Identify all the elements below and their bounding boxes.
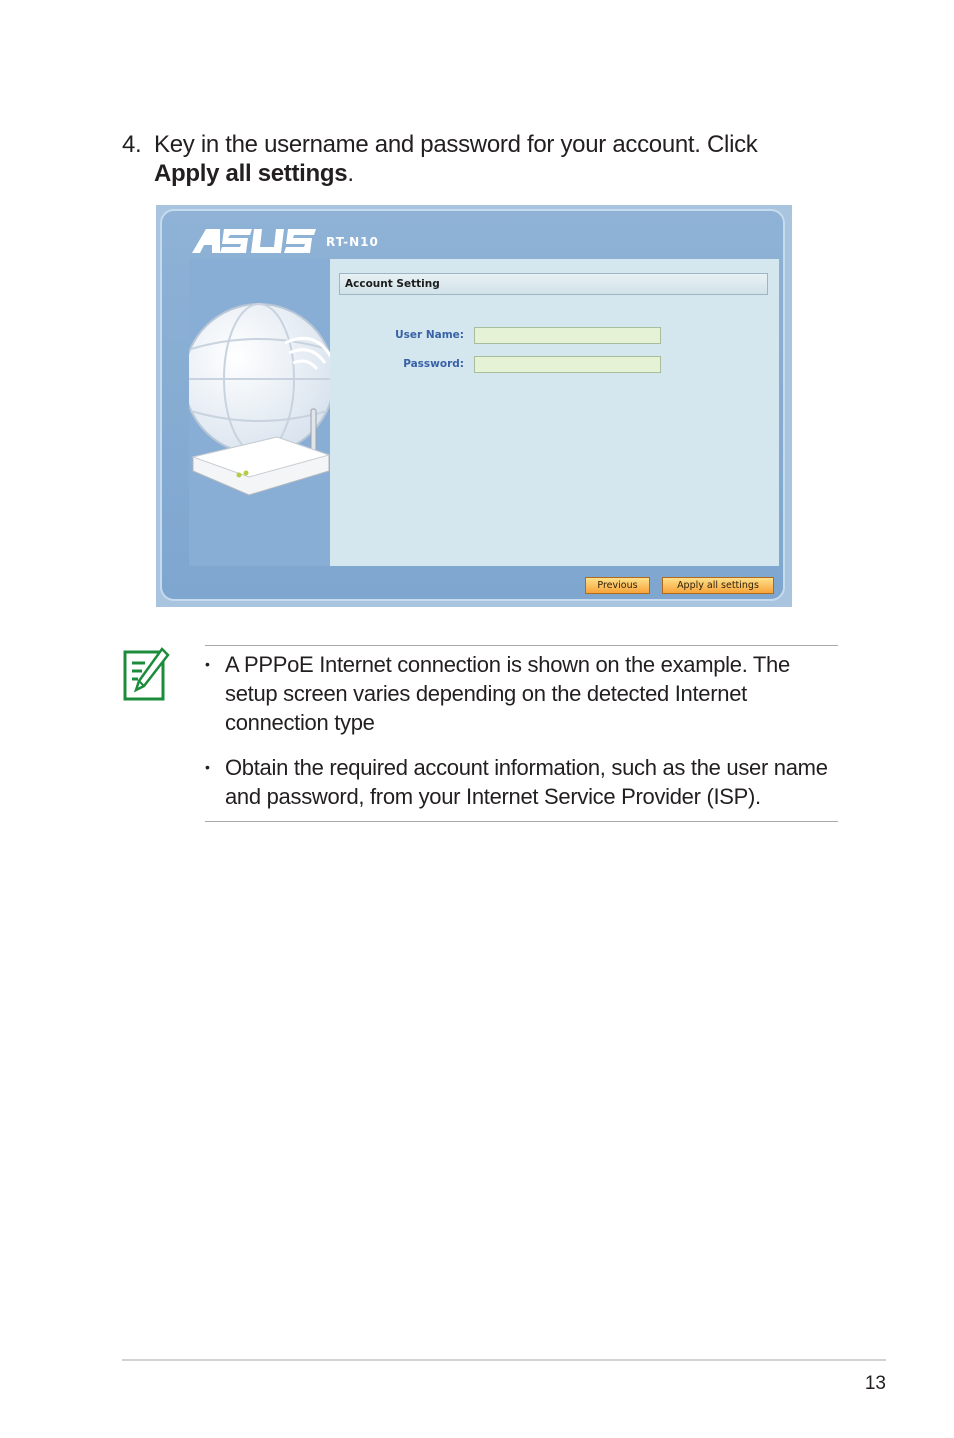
router-ui-frame <box>160 209 785 601</box>
step-bold-text: Apply all settings <box>154 160 348 187</box>
section-title: Account Setting <box>345 278 440 290</box>
router-illustration <box>189 259 331 566</box>
note-text: A PPPoE Internet connection is shown on the example. The setup screen varies depending on the detected Internet connection type <box>225 652 790 735</box>
bullet-icon: • <box>205 759 210 775</box>
globe-icon <box>189 304 331 454</box>
password-label: Password: <box>403 358 464 370</box>
previous-button[interactable]: Previous <box>585 577 650 594</box>
asus-logo <box>190 225 318 255</box>
footer-rule <box>122 1359 886 1361</box>
note-bottom-rule <box>205 821 838 822</box>
router-setup-screenshot <box>156 205 792 607</box>
username-input[interactable] <box>474 327 661 344</box>
page-number: 13 <box>864 1373 886 1394</box>
step-text-end: . <box>347 160 354 187</box>
note-top-rule <box>205 645 838 646</box>
step-text: Key in the username and password for your account. Click <box>154 131 758 158</box>
step-number: 4. <box>122 131 142 158</box>
apply-all-settings-button[interactable]: Apply all settings <box>662 577 774 594</box>
left-panel <box>189 259 331 566</box>
password-input[interactable] <box>474 356 661 373</box>
step-body <box>154 130 844 188</box>
note-icon <box>122 646 170 702</box>
button-bar <box>189 567 779 597</box>
section-header <box>339 273 768 295</box>
model-name: RT-N10 <box>326 235 379 249</box>
bullet-icon: • <box>205 656 210 672</box>
username-label: User Name: <box>395 329 464 341</box>
content-panel <box>330 259 779 566</box>
note-text: Obtain the required account information, such as the user name and password, from your Internet Service Provider (ISP). <box>225 755 828 809</box>
